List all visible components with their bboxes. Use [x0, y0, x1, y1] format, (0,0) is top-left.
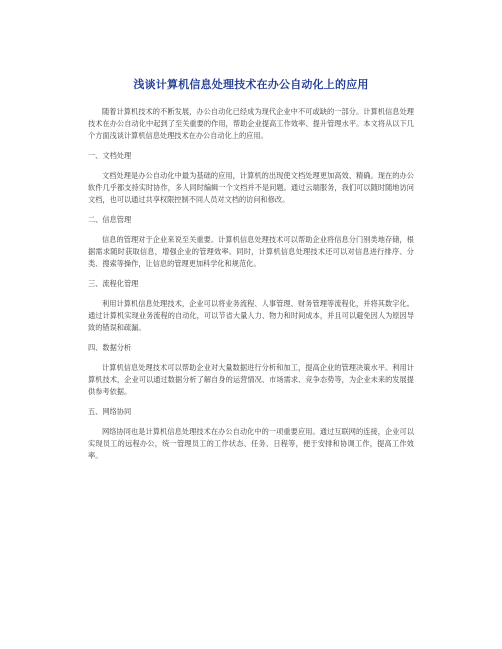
section-heading-4: 四、数据分析	[88, 343, 132, 352]
section-paragraph-5: 网络协同也是计算机信息处理技术在办公自动化中的一项重要应用。通过互联网的连接，企业可以实现员工的远程办公，统一管理员工的工作状态、任务、日程等，便于安排和协调工作，提高工作效率。	[88, 427, 414, 460]
section-heading-1: 一、文档处理	[88, 151, 132, 160]
document-title: 浅谈计算机信息处理技术在办公自动化上的应用	[133, 78, 369, 91]
intro-paragraph: 随着计算机技术的不断发展，办公自动化已经成为现代企业中不可或缺的一部分。计算机信息处理技术在办公自动化中起到了至关重要的作用，帮助企业提高工作效率、提升管理水平。本文将从以下几个方面浅谈计算机信息处理技术在办公自动化上的应用。	[88, 107, 414, 140]
document-page	[88, 78, 414, 462]
section-paragraph-4: 计算机信息处理技术可以帮助企业对大量数据进行分析和加工，提高企业的管理决策水平。利用计算机技术，企业可以通过数据分析了解自身的运营情况、市场需求、竞争态势等，为企业未来的发展提供参考依据。	[88, 363, 414, 396]
section-heading-3: 三、流程化管理	[88, 279, 139, 288]
section-heading-2: 二、信息管理	[88, 215, 132, 224]
section-paragraph-2: 信息的管理对于企业来说至关重要。计算机信息处理技术可以帮助企业将信息分门别类地存储，根据需求随时获取信息，增强企业的管理效率。同时，计算机信息处理技术还可以对信息进行排序、分类、搜索等操作，让信息的管理更加科学化和规范化。	[88, 235, 414, 268]
section-paragraph-3: 利用计算机信息处理技术，企业可以将业务流程、人事管理、财务管理等流程化，并将其数字化。通过计算机实现业务流程的自动化，可以节省大量人力、物力和时间成本，并且可以避免因人为原因导致的错误和疏漏。	[88, 299, 414, 332]
section-heading-5: 五、网络协同	[88, 407, 132, 416]
section-paragraph-1: 文档处理是办公自动化中最为基础的应用，计算机的出现使文档处理更加高效、精确。现在的办公软件几乎都支持实时协作，多人同时编辑一个文档并不是问题。通过云端服务，我们可以随时随地访问文档，也可以通过共享权限控制不同人员对文档的访问和修改。	[88, 171, 414, 204]
